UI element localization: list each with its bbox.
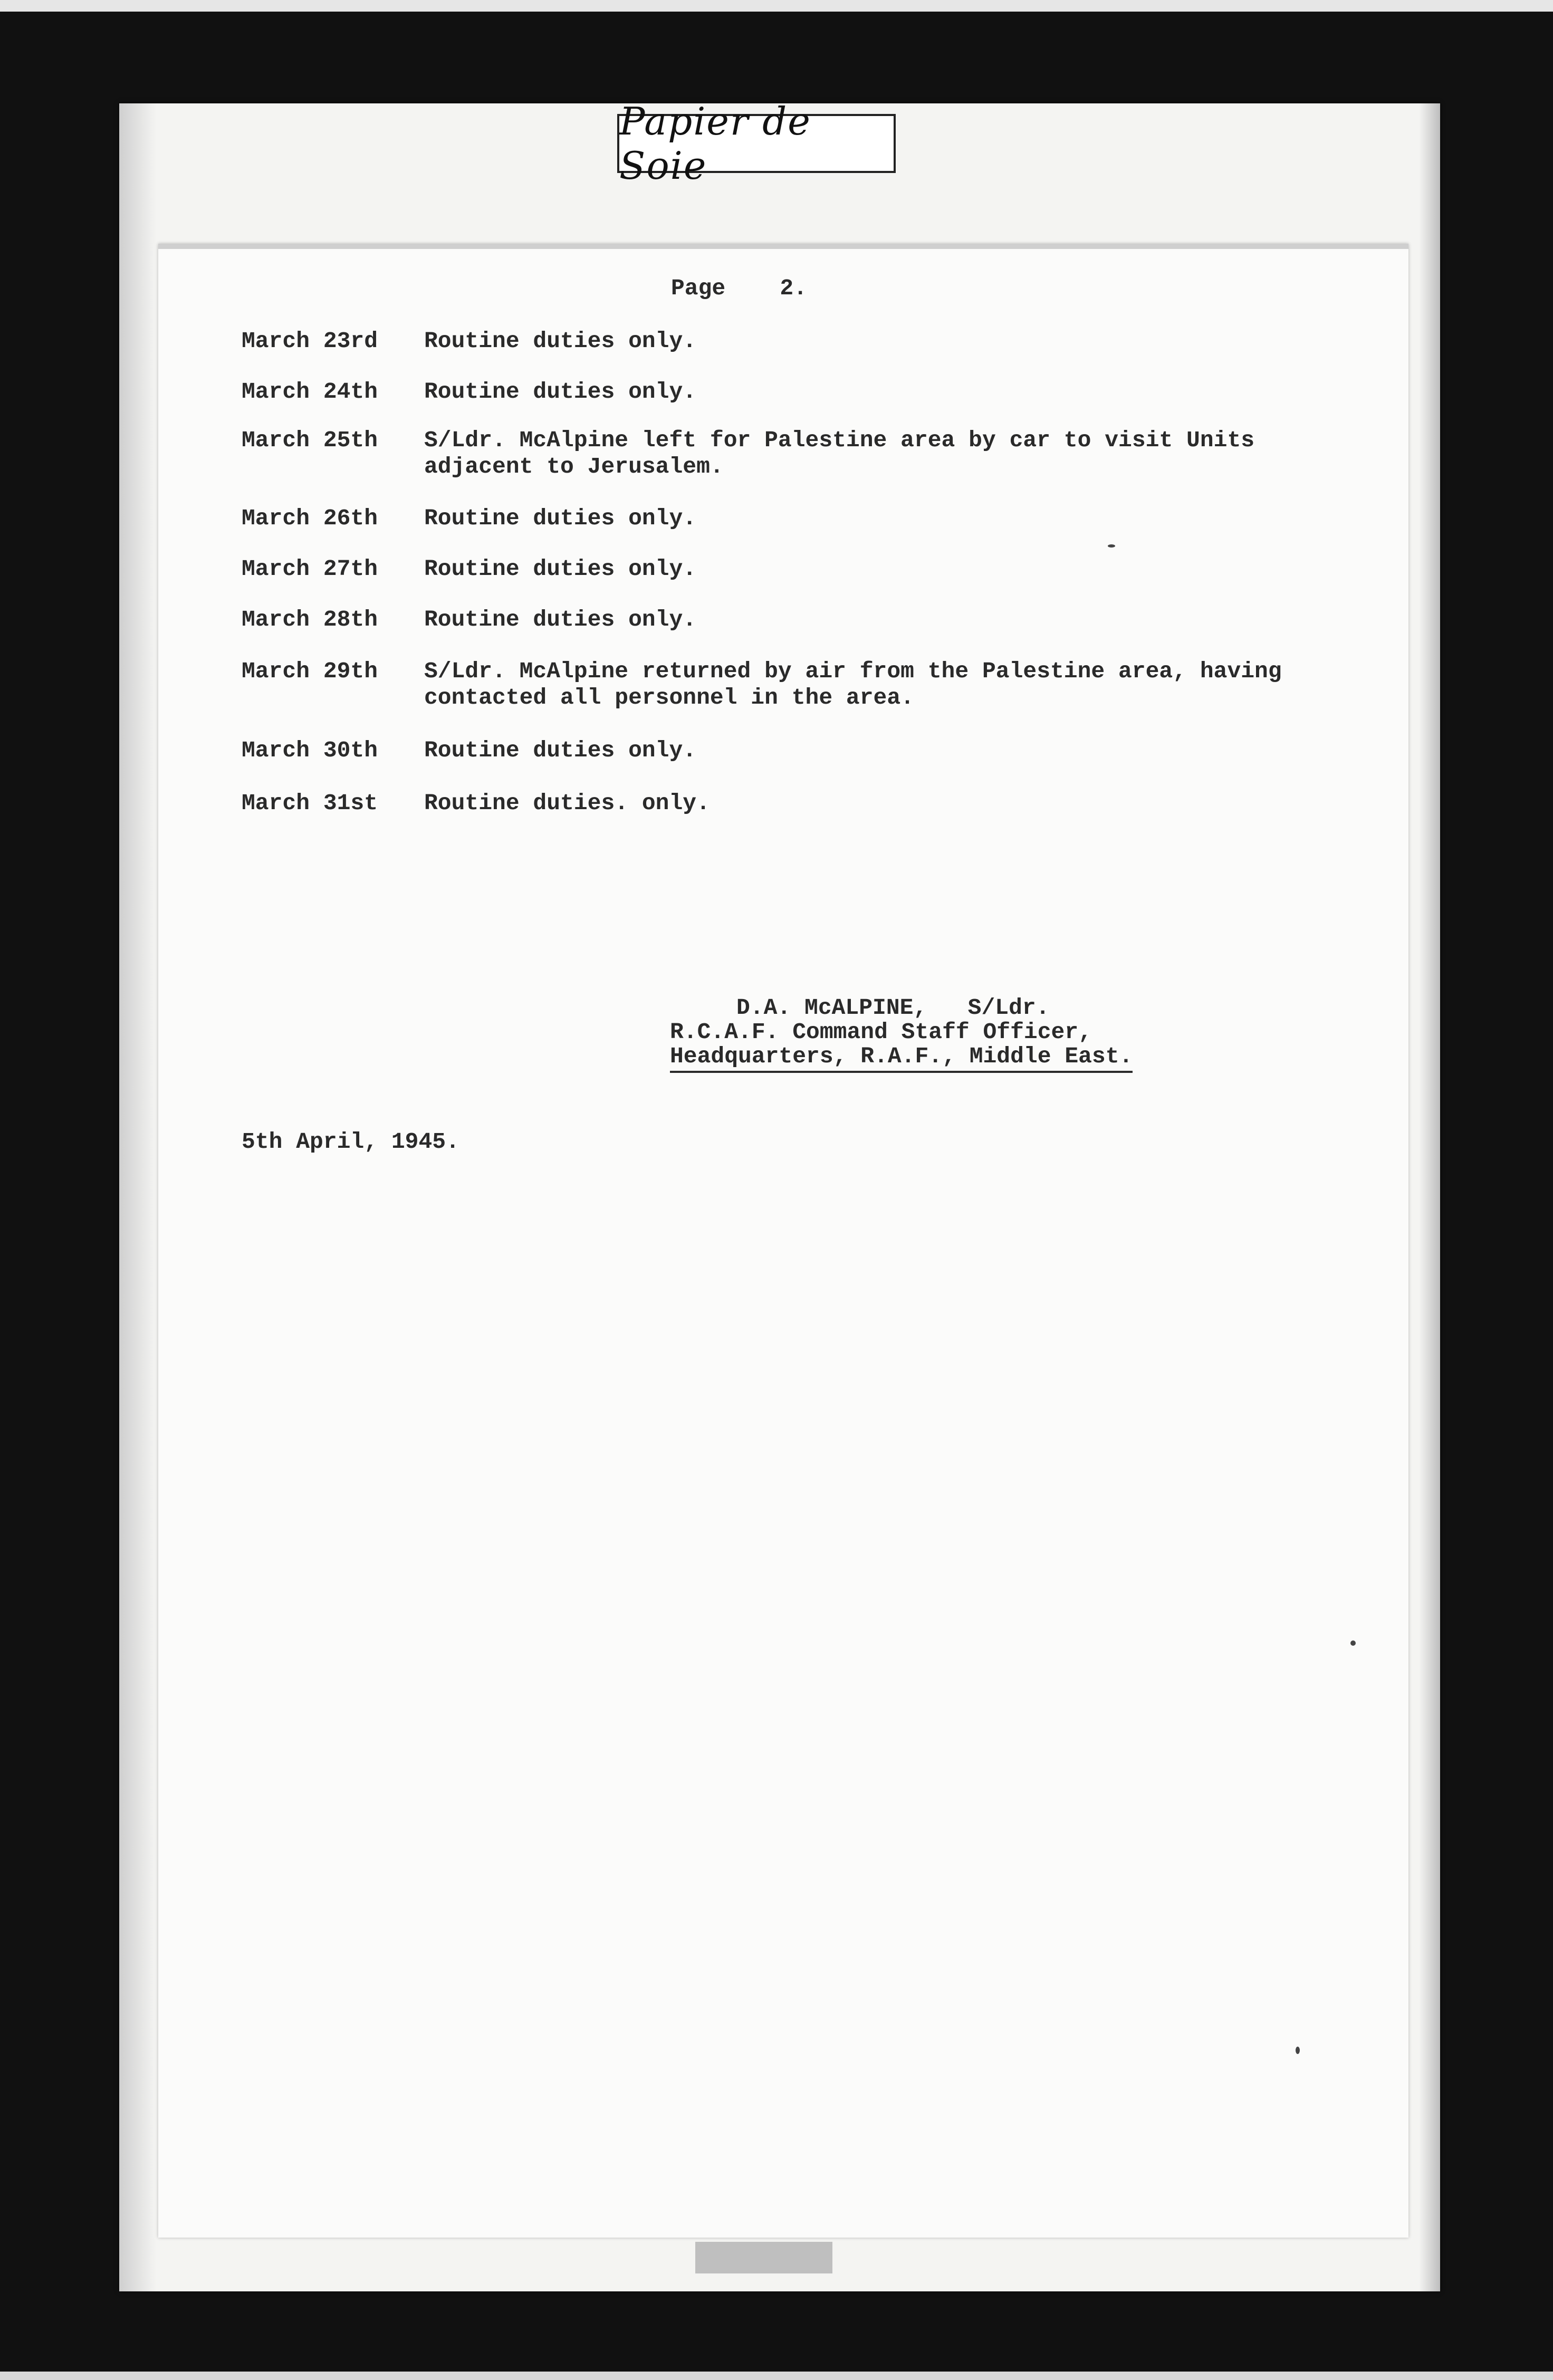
entry-text: Routine duties only.	[424, 379, 697, 405]
entry-date: March 27th	[242, 556, 378, 582]
entry-text: Routine duties only.	[424, 737, 697, 763]
scan-top-edge	[0, 0, 1553, 12]
entry-text: S/Ldr. McAlpine left for Palestine area by car to visit Units adjacent to Jerusalem.	[424, 427, 1255, 479]
issue-date: 5th April, 1945.	[242, 1129, 459, 1155]
entry-date: March 28th	[242, 607, 378, 632]
speck-mark	[1296, 2047, 1300, 2054]
entry-row	[242, 556, 1349, 607]
sheet-left-shadow	[119, 103, 156, 2291]
entry-date: March 24th	[242, 379, 378, 405]
entry-row	[242, 658, 1349, 737]
speck-mark	[1108, 544, 1115, 548]
entry-text: Routine duties only.	[424, 505, 697, 531]
entry-text: Routine duties. only.	[424, 790, 710, 816]
entry-text: Routine duties only.	[424, 328, 697, 354]
entry-text: S/Ldr. McAlpine returned by air from the Palestine area, having contacted all personnel in the area.	[424, 658, 1282, 711]
entry-date: March 31st	[242, 790, 378, 816]
bottom-tab-mark	[695, 2242, 832, 2273]
entry-row	[242, 790, 1349, 822]
entry-date: March 23rd	[242, 328, 378, 354]
speck-mark	[1350, 1640, 1356, 1646]
scan-bottom-edge	[0, 2372, 1553, 2380]
signature-organization: Headquarters, R.A.F., Middle East.	[670, 1044, 1133, 1073]
entry-text: Routine duties only.	[424, 607, 697, 632]
sheet-right-shadow	[1419, 103, 1440, 2291]
entry-row	[242, 427, 1349, 505]
entry-date: March 26th	[242, 505, 378, 531]
entry-date: March 29th	[242, 658, 378, 684]
entry-row	[242, 737, 1349, 790]
entry-date: March 30th	[242, 737, 378, 763]
entry-row	[242, 328, 1349, 379]
papier-de-soie-label: Papier de Soie	[617, 114, 896, 173]
page-number-header: Page 2.	[671, 275, 808, 301]
entry-row	[242, 505, 1349, 556]
diary-entries	[242, 328, 1349, 822]
signature-title: R.C.A.F. Command Staff Officer,	[670, 1019, 1092, 1045]
signature-block	[670, 996, 1133, 1073]
entry-row	[242, 379, 1349, 427]
entry-text: Routine duties only.	[424, 556, 697, 582]
entry-date: March 25th	[242, 427, 378, 453]
signature-name: D.A. McALPINE, S/Ldr.	[736, 995, 1050, 1021]
entry-row	[242, 607, 1349, 658]
